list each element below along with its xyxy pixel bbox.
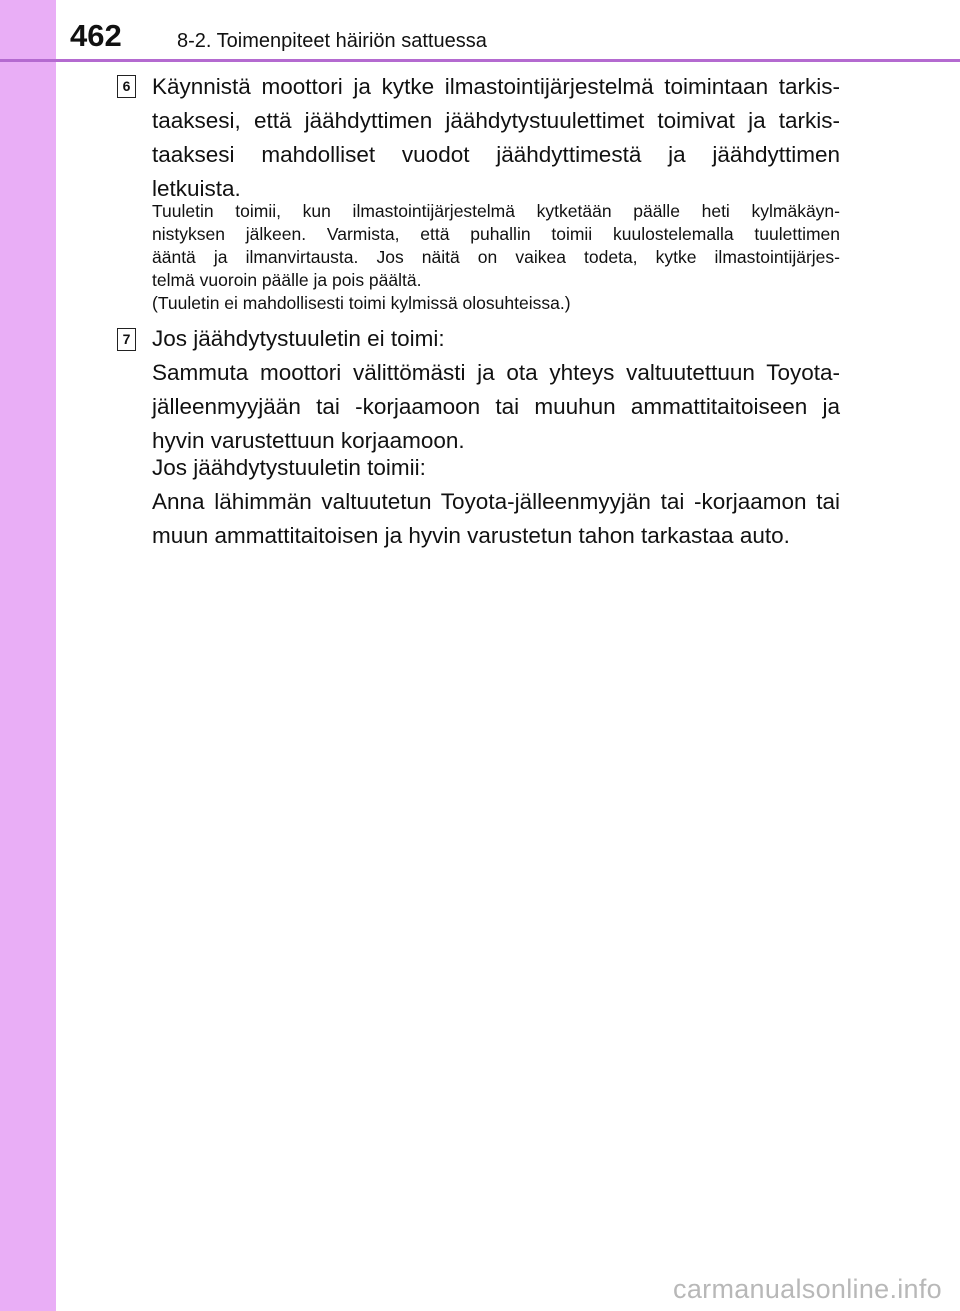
text-line: Anna lähimmän valtuutetun Toyota-jälleenmyyjän tai -korjaamon tai	[152, 489, 840, 514]
text-line: hyvin varustettuun korjaamoon.	[152, 428, 465, 453]
text-line: letkuista.	[152, 176, 241, 201]
note-line: nistyksen jälkeen. Varmista, että puhallin toimii kuulostelemalla tuulettimen	[152, 224, 840, 244]
text-line: Sammuta moottori välittömästi ja ota yhteys valtuutettuun Toyota-	[152, 360, 840, 385]
note-line: ääntä ja ilmanvirtausta. Jos näitä on vaikea todeta, kytke ilmastointijärjes-	[152, 247, 840, 267]
page-number: 462	[70, 18, 122, 53]
text-line: taaksesi mahdolliset vuodot jäähdyttimestä ja jäähdyttimen	[152, 142, 840, 167]
text-line: jälleenmyyjään tai -korjaamoon tai muuhun ammattitaitoiseen ja	[152, 394, 840, 419]
page-header	[0, 0, 960, 61]
step-6-text	[152, 70, 840, 206]
step-7-text-2	[152, 451, 840, 553]
text-line: taaksesi, että jäähdyttimen jäähdytystuulettimet toimivat ja tarkis-	[152, 108, 840, 133]
text-line: Käynnistä moottori ja kytke ilmastointijärjestelmä toimintaan tarkis-	[152, 74, 840, 99]
side-tab	[0, 0, 56, 1311]
condition-heading: Jos jäähdytystuuletin toimii:	[152, 455, 426, 480]
step-badge-6: 6	[117, 75, 136, 98]
step-badge-7: 7	[117, 328, 136, 351]
watermark: carmanualsonline.info	[673, 1274, 942, 1304]
header-tab	[0, 0, 56, 61]
header-rule	[0, 59, 960, 62]
note-line: telmä vuoroin päälle ja pois päältä.	[152, 270, 422, 290]
text-line: muun ammattitaitoisen ja hyvin varustetun tahon tarkastaa auto.	[152, 523, 790, 548]
chapter-title: 8-2. Toimenpiteet häiriön sattuessa	[177, 30, 487, 52]
step-7-text	[152, 322, 840, 458]
step-6-note	[152, 200, 840, 315]
note-line: (Tuuletin ei mahdollisesti toimi kylmissä olosuhteissa.)	[152, 293, 571, 313]
condition-heading: Jos jäähdytystuuletin ei toimi:	[152, 326, 445, 351]
note-line: Tuuletin toimii, kun ilmastointijärjestelmä kytketään päälle heti kylmäkäyn-	[152, 201, 840, 221]
